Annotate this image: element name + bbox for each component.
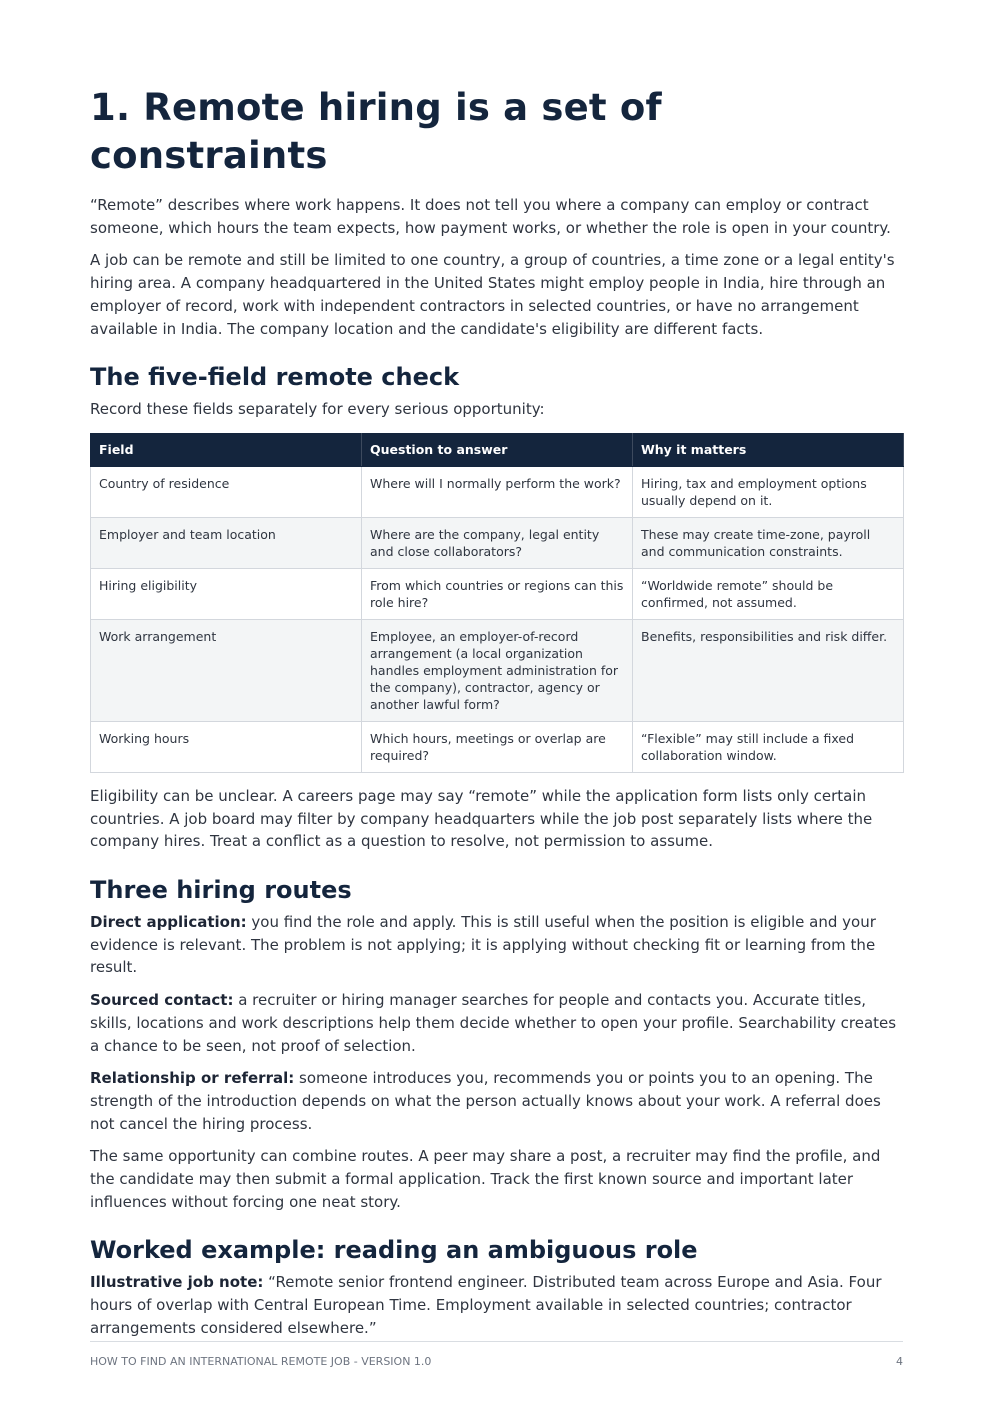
table-cell: “Worldwide remote” should be confirmed, not assumed. <box>633 568 904 619</box>
table-row <box>91 721 904 772</box>
page-title: 1. Remote hiring is a set of constraints <box>90 86 662 177</box>
table-cell: From which countries or regions can this role hire? <box>362 568 633 619</box>
remote-check-table <box>90 433 904 773</box>
section-heading-remote-check: The five-field remote check <box>90 363 460 392</box>
table-row <box>91 619 904 721</box>
table-cell: Benefits, responsibilities and risk differ. <box>633 619 904 721</box>
table-cell: Country of residence <box>91 466 362 517</box>
section-heading-worked-example: Worked example: reading an ambiguous role <box>90 1236 698 1265</box>
intro-paragraph-1: “Remote” describes where work happens. It does not tell you where a company can employ or contract someone, which hours the team expects, how payment works, or whether the role is open in your country. <box>90 196 891 237</box>
table-row <box>91 466 904 517</box>
remote-check-lead: Record these fields separately for every serious opportunity: <box>90 400 545 419</box>
page-footer <box>90 1341 903 1368</box>
table-cell: Hiring eligibility <box>91 568 362 619</box>
worked-example-note <box>90 1271 903 1339</box>
example-label: Illustrative job note: <box>90 1273 264 1292</box>
table-cell: “Flexible” may still include a fixed collaboration window. <box>633 721 904 772</box>
example-text: “Remote senior frontend engineer. Distributed team across Europe and Asia. Four hours of overlap with Central European Time. Employment available in selected countries; contractor arrangements considered elsewhere.” <box>90 1273 882 1337</box>
routes-closing-paragraph: The same opportunity can combine routes. A peer may share a post, a recruiter may find the profile, and the candidate may then submit a formal application. Track the first known source and important later influences without forcing one neat story. <box>90 1147 881 1211</box>
table-row <box>91 517 904 568</box>
footer-document-title: HOW TO FIND AN INTERNATIONAL REMOTE JOB - VERSION 1.0 <box>90 1355 432 1368</box>
table-cell: Working hours <box>91 721 362 772</box>
table-header-cell: Question to answer <box>362 433 633 466</box>
table-cell: Where are the company, legal entity and close collaborators? <box>362 517 633 568</box>
table-cell: Work arrangement <box>91 619 362 721</box>
route-text: a recruiter or hiring manager searches for people and contacts you. Accurate titles, skills, locations and work descriptions help them decide whether to open your profile. Searchability creates a chance to be seen, not proof of selection. <box>90 991 897 1055</box>
intro-paragraph-2: A job can be remote and still be limited to one country, a group of countries, a time zone or a legal entity's hiring area. A company headquartered in the United States might employ people in India, hire through an employer of record, work with independent contractors in selected countries, or have no arrangement available in India. The company location and the candidate's eligibility are different facts. <box>90 251 895 338</box>
route-direct-application <box>90 911 903 979</box>
table-cell: Hiring, tax and employment options usually depend on it. <box>633 466 904 517</box>
document-page <box>90 84 903 1350</box>
route-sourced-contact <box>90 989 903 1057</box>
route-text: someone introduces you, recommends you or points you to an opening. The strength of the introduction depends on what the person actually knows about your work. A referral does not cancel the hiring process. <box>90 1069 881 1133</box>
section-heading-hiring-routes: Three hiring routes <box>90 876 352 905</box>
route-label: Relationship or referral: <box>90 1069 295 1088</box>
table-row <box>91 568 904 619</box>
route-text: you find the role and apply. This is still useful when the position is eligible and your evidence is relevant. The problem is not applying; it is applying without checking fit or learning from the result. <box>90 913 876 977</box>
route-label: Sourced contact: <box>90 991 234 1010</box>
table-header-cell: Field <box>91 433 362 466</box>
table-header-row <box>91 433 904 466</box>
table-cell: Which hours, meetings or overlap are required? <box>362 721 633 772</box>
footer-page-number: 4 <box>896 1355 903 1368</box>
route-referral <box>90 1067 903 1135</box>
table-cell: These may create time-zone, payroll and communication constraints. <box>633 517 904 568</box>
table-header-cell: Why it matters <box>633 433 904 466</box>
eligibility-paragraph: Eligibility can be unclear. A careers page may say “remote” while the application form lists only certain countries. A job board may filter by company headquarters while the job post separately lists where the company hires. Treat a conflict as a question to resolve, not permission to assume. <box>90 786 873 851</box>
table-cell: Employer and team location <box>91 517 362 568</box>
table-cell: Employee, an employer-of-record arrangement (a local organization handles employment administration for the company), contractor, agency or another lawful form? <box>362 619 633 721</box>
table-cell: Where will I normally perform the work? <box>362 466 633 517</box>
route-label: Direct application: <box>90 913 247 932</box>
